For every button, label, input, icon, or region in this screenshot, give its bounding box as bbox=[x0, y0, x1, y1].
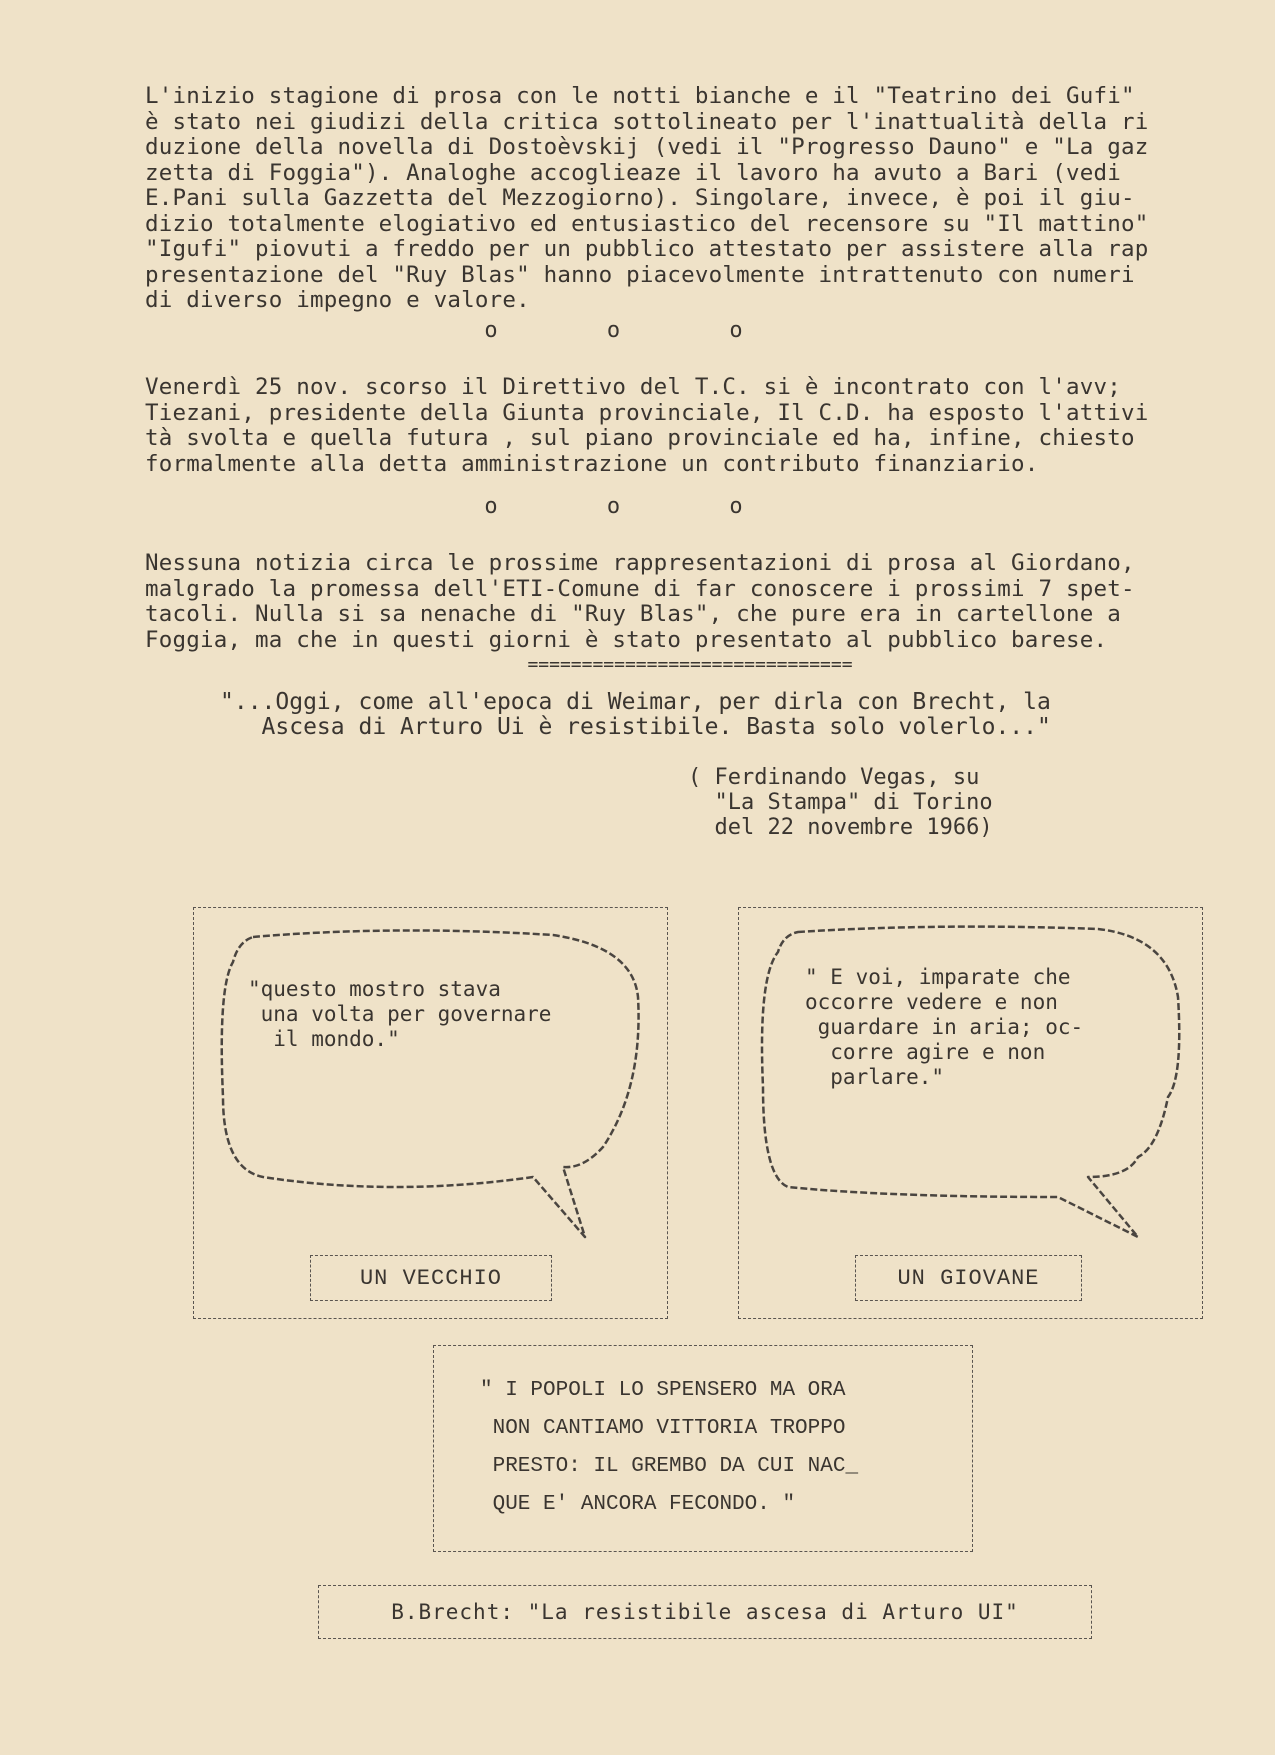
label-young-man: UN GIOVANE bbox=[855, 1255, 1082, 1301]
vegas-attribution: ( Ferdinando Vegas, su "La Stampa" di Torino del 22 novembre 1966) bbox=[688, 765, 993, 840]
paragraph-theatre-season: L'inizio stagione di prosa con le notti bianche e il "Teatrino dei Gufi" è stato nei giudizi della critica sottolineato per l'inattualità della ri duzione della novella di Dostoèvskij (vedi il "Progresso Dauno" e "La gaz zetta di Foggia"). Analoghe accoglieaze il lavoro ha avuto a Bari (vedi E.Pani sulla Gazzetta del Mezzogiorno). Singolare, invece, è poi il giu- dizio totalmente elogiativo ed entusiastico del recensore su "Il mattino" "Igufi" piovuti a freddo per un pubblico attestato per assistere alla rap presentazione del "Ruy Blas" hanno piacevolmente intrattenuto con numeri di diverso impegno e valore. bbox=[145, 83, 1149, 313]
paragraph-directive-meeting: Venerdì 25 nov. scorso il Direttivo del T.C. si è incontrato con l'avv; Tiezani, presidente della Giunta provinciale, Il C.D. ha esposto l'attivi tà svolta e quella futura , sul piano provinciale ed ha, infine, chiesto formalmente alla detta amministrazione un contributo finanziario. bbox=[145, 374, 1149, 477]
brecht-quote-text: " I POPOLI LO SPENSERO MA ORA NON CANTIAMO VITTORIA TROPPO PRESTO: IL GREMBO DA CUI NAC_ QUE E' ANCORA FECONDO. " bbox=[480, 1379, 859, 1516]
vegas-quote: "...Oggi, come all'epoca di Weimar, per dirla con Brecht, la Ascesa di Arturo Ui è resistibile. Basta solo volerlo..." bbox=[220, 689, 1051, 740]
separator-rule: ============================== bbox=[527, 654, 853, 675]
speech-text-old-man: "questo mostro stava una volta per governare il mondo." bbox=[248, 977, 552, 1051]
separator-dots-2: o o o bbox=[484, 494, 791, 519]
footer-source: B.Brecht: "La resistibile ascesa di Arturo UI" bbox=[318, 1585, 1092, 1639]
separator-dots-1: o o o bbox=[484, 318, 791, 343]
paragraph-giordano-news: Nessuna notizia circa le prossime rappresentazioni di prosa al Giordano, malgrado la promessa dell'ETI-Comune di far conoscere i prossimi 7 spet- tacoli. Nulla si sa nenache di "Ruy Blas", che pure era in cartellone a Foggia, ma che in questi giorni è stato presentato al pubblico barese. bbox=[145, 550, 1135, 653]
speech-text-young-man: " E voi, imparate che occorre vedere e non guardare in aria; oc- corre agire e non parlare." bbox=[805, 965, 1084, 1089]
label-old-man: UN VECCHIO bbox=[310, 1255, 552, 1301]
